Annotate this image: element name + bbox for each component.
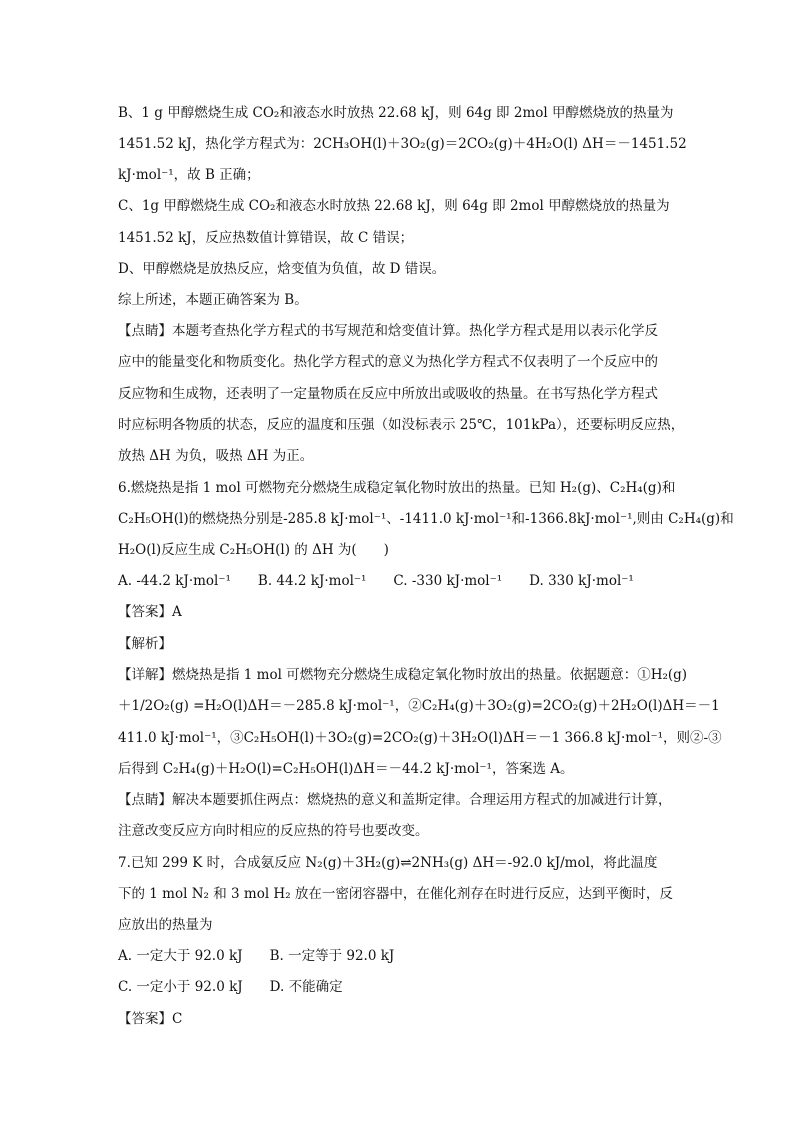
text-line: B、1 g 甲醇燃烧生成 CO₂和液态水时放热 22.68 kJ，则 64g 即 2mol 甲醇燃烧放的热量为 [118,105,674,121]
text-line: 1451.52 kJ，热化学方程式为：2CH₃OH(l)＋3O₂(g)＝2CO₂(g)＋4H₂O(l) ΔH＝－1451.52 [118,136,687,152]
text-line: 【点睛】本题考查热化学方程式的书写规范和焓变值计算。热化学方程式是用以表示化学反 [118,323,658,339]
answer-label: 【答案】A [118,604,182,620]
text-line: 后得到 C₂H₄(g)＋H₂O(l)=C₂H₅OH(l)ΔH＝－44.2 kJ·mol⁻¹，答案选 A。 [118,761,574,777]
text-line: ＋1/2O₂(g) =H₂O(l)ΔH＝－285.8 kJ·mol⁻¹，②C₂H₄(g)＋3O₂(g)=2CO₂(g)＋2H₂O(l)ΔH＝－1 [118,698,720,714]
question-7-stem: 7.已知 299 K 时，合成氨反应 N₂(g)＋3H₂(g)⇌2NH₃(g) ΔH＝-92.0 kJ/mol，将此温度 [118,855,658,871]
text-line: H₂O(l)反应生成 C₂H₅OH(l) 的 ΔH 为( ) [118,542,389,558]
text-line: kJ·mol⁻¹，故 B 正确； [118,167,260,183]
text-line: 【详解】燃烧热是指 1 mol 可燃物充分燃烧生成稳定氧化物时放出的热量。依据题意：①H₂(g) [118,667,688,683]
question-6-options: A. -44.2 kJ·mol⁻¹ B. 44.2 kJ·mol⁻¹ C. -330 kJ·mol⁻¹ D. 330 kJ·mol⁻¹ [118,573,634,589]
text-line: C₂H₅OH(l)的燃烧热分别是-285.8 kJ·mol⁻¹、-1411.0 kJ·mol⁻¹和-1366.8kJ·mol⁻¹,则由 C₂H₄(g)和 [118,511,734,527]
text-line: 注意改变反应方向时相应的反应热的符号也要改变。 [118,823,429,839]
text-line: 411.0 kJ·mol⁻¹，③C₂H₅OH(l)＋3O₂(g)=2CO₂(g)＋3H₂O(l)ΔH＝－1 366.8 kJ·mol⁻¹，则②-③ [118,730,722,746]
text-line: 应放出的热量为 [118,917,213,933]
question-6-stem: 6.燃烧热是指 1 mol 可燃物充分燃烧生成稳定氧化物时放出的热量。已知 H₂(g)、C₂H₄(g)和 [118,480,676,496]
text-line: 时应标明各物质的状态，反应的温度和压强（如没标表示 25℃，101kPa），还要标明反应热， [118,417,685,433]
text-line: 下的 1 mol N₂ 和 3 mol H₂ 放在一密闭容器中，在催化剂存在时进行反应，达到平衡时，反 [118,886,673,902]
text-line: 放热 ΔH 为负，吸热 ΔH 为正。 [118,448,314,464]
text-line: 【点睛】解决本题要抓住两点：燃烧热的意义和盖斯定律。合理运用方程式的加减进行计算， [118,792,672,808]
analysis-label: 【解析】 [118,636,172,652]
text-line: 反应物和生成物，还表明了一定量物质在反应中所放出或吸收的热量。在书写热化学方程式 [118,386,658,402]
question-7-options: C. 一定小于 92.0 kJ D. 不能确定 [118,979,343,995]
question-7-options: A. 一定大于 92.0 kJ B. 一定等于 92.0 kJ [118,948,395,964]
answer-label: 【答案】C [118,1011,183,1027]
text-line: D、甲醇燃烧是放热反应，焓变值为负值，故 D 错误。 [118,261,446,277]
text-line: 1451.52 kJ，反应热数值计算错误，故 C 错误； [118,230,414,246]
text-line: 综上所述，本题正确答案为 B。 [118,292,308,308]
text-line: 应中的能量变化和物质变化。热化学方程式的意义为热化学方程式不仅表明了一个反应中的 [118,354,658,370]
text-line: C、1g 甲醇燃烧生成 CO₂和液态水时放热 22.68 kJ，则 64g 即 2mol 甲醇燃烧放的热量为 [118,198,670,214]
